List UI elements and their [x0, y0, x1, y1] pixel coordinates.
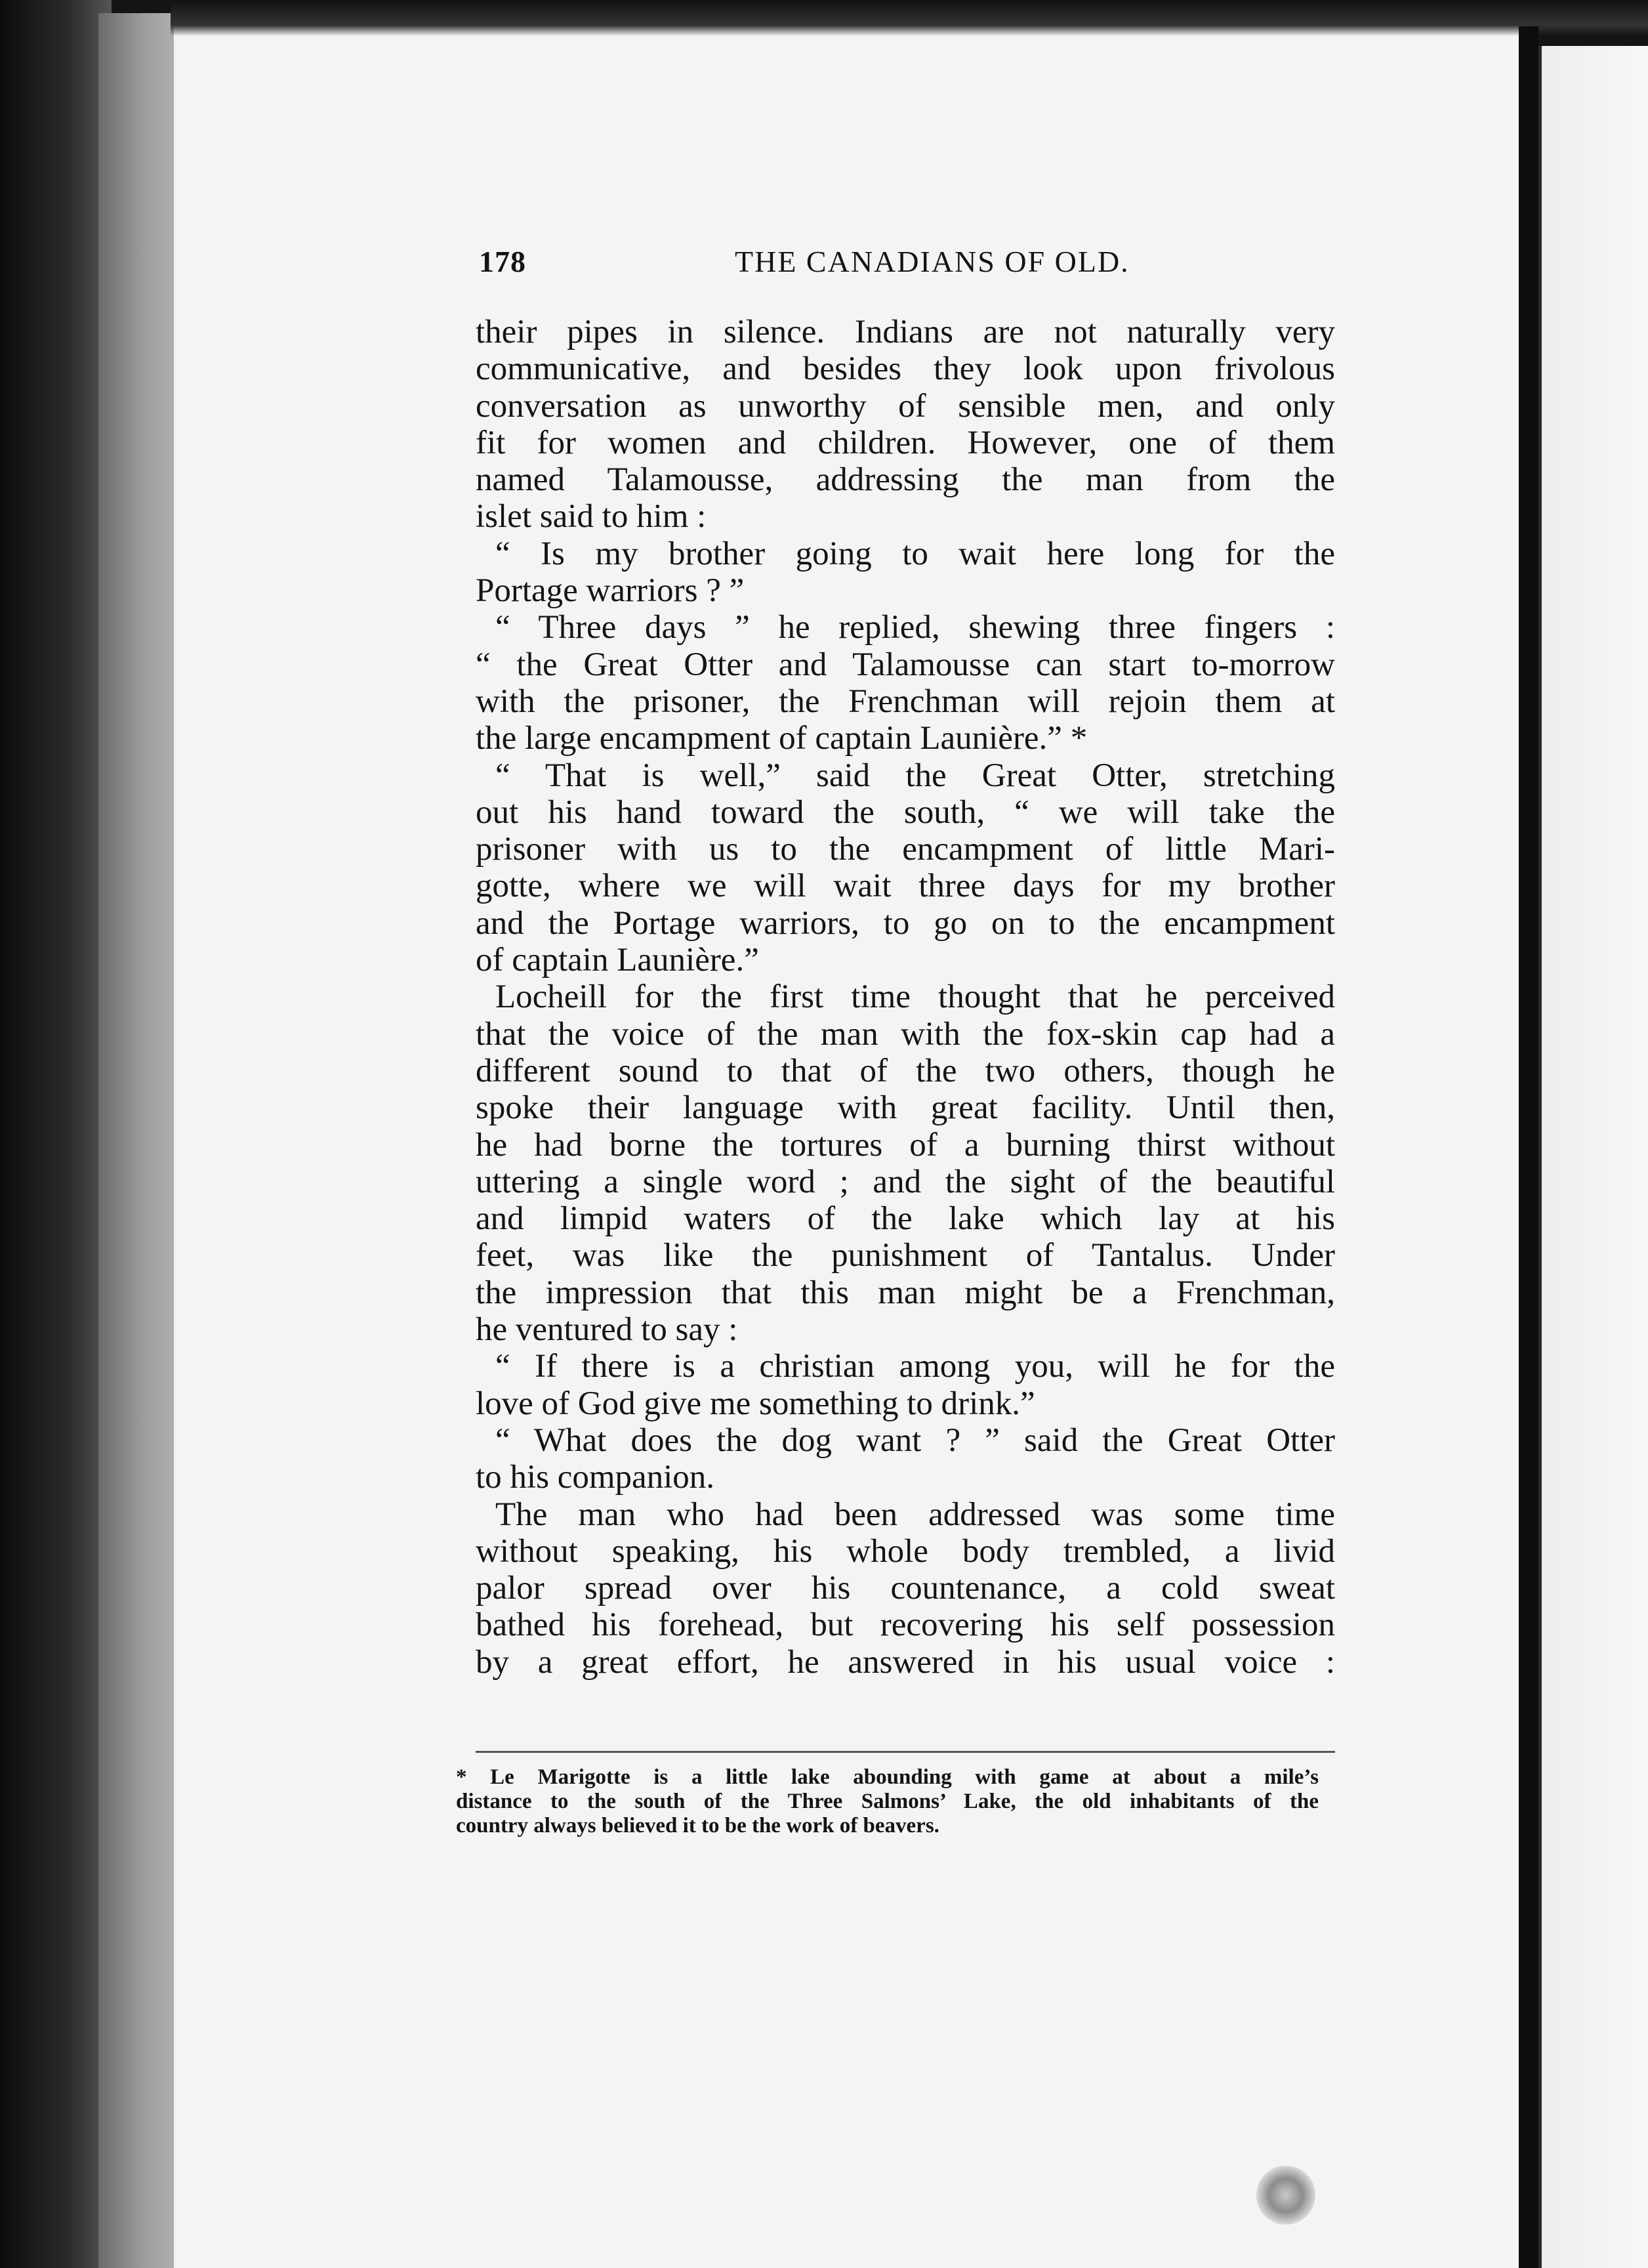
body-line: “ the Great Otter and Talamousse can start to-morrow: [476, 646, 1335, 683]
body-line: prisoner with us to the encampment of little Mari-: [476, 831, 1335, 868]
paper-smudge: [1256, 2166, 1315, 2225]
body-line: “ Three days ” he replied, shewing three fingers :: [495, 609, 1335, 646]
top-scan-shadow: [171, 0, 1648, 36]
body-line: and the Portage warriors, to go on to the encampment: [476, 904, 1335, 942]
body-line: that the voice of the man with the fox-skin cap had a: [476, 1015, 1335, 1053]
page-number: 178: [479, 245, 526, 278]
facing-page-edge: [1538, 46, 1648, 2268]
body-line: to his companion.: [476, 1459, 715, 1496]
body-line: spoke their language with great facility. Until then,: [476, 1089, 1335, 1127]
body-line: “ What does the dog want ? ” said the Great Otter: [495, 1421, 1335, 1459]
body-line: he ventured to say :: [476, 1311, 738, 1349]
body-line: palor spread over his countenance, a cold sweat: [476, 1570, 1335, 1607]
body-line: he had borne the tortures of a burning thirst without: [476, 1126, 1335, 1164]
body-line: of captain Launière.”: [476, 942, 759, 979]
body-line: the impression that this man might be a Frenchman,: [476, 1274, 1335, 1311]
footnote-rule: [476, 1751, 1335, 1753]
body-line: different sound to that of the two others, though he: [476, 1052, 1335, 1089]
body-line: Portage warriors ? ”: [476, 572, 745, 610]
body-text: [476, 314, 1335, 1681]
body-line: conversation as unworthy of sensible men, and only: [476, 387, 1335, 425]
body-line: “ If there is a christian among you, will he for the: [495, 1348, 1335, 1385]
body-line: fit for women and children. However, one of them: [476, 424, 1335, 461]
footnote-line: * Le Marigotte is a little lake abounding with game at about a mile’s: [456, 1765, 1319, 1789]
page-gutter: [1519, 26, 1538, 2268]
body-line: love of God give me something to drink.”: [476, 1385, 1035, 1422]
body-line: without speaking, his whole body trembled, a livid: [476, 1532, 1335, 1570]
running-head: [479, 244, 1332, 290]
page-header-title: THE CANADIANS OF OLD.: [735, 245, 1130, 278]
page-edge-strip: [98, 13, 184, 2268]
body-line: the large encampment of captain Launière.” *: [476, 720, 1088, 757]
body-line: uttering a single word ; and the sight of the beautiful: [476, 1163, 1335, 1200]
body-line: out his hand toward the south, “ we will take the: [476, 793, 1335, 831]
body-line: by a great effort, he answered in his usual voice :: [476, 1643, 1335, 1681]
body-line: gotte, where we will wait three days for my brother: [476, 868, 1335, 905]
body-line: “ That is well,” said the Great Otter, stretching: [495, 757, 1335, 794]
footnote-line: distance to the south of the Three Salmons’ Lake, the old inhabitants of the: [456, 1790, 1319, 1813]
body-line: The man who had been addressed was some time: [495, 1496, 1335, 1533]
body-line: communicative, and besides they look upon frivolous: [476, 350, 1335, 388]
footnote: [456, 1765, 1319, 1838]
body-line: “ Is my brother going to wait here long for the: [495, 535, 1335, 572]
body-line: islet said to him :: [476, 498, 707, 536]
footnote-line: country always believed it to be the work of beavers.: [456, 1814, 939, 1838]
body-line: with the prisoner, the Frenchman will rejoin them at: [476, 682, 1335, 720]
body-line: and limpid waters of the lake which lay at his: [476, 1200, 1335, 1238]
body-line: feet, was like the punishment of Tantalus. Under: [476, 1237, 1335, 1274]
facing-page-border: [1538, 46, 1542, 2268]
body-line: named Talamousse, addressing the man from the: [476, 461, 1335, 499]
body-line: bathed his forehead, but recovering his self possession: [476, 1606, 1335, 1644]
body-line: their pipes in silence. Indians are not naturally very: [476, 314, 1335, 350]
body-line: Locheill for the first time thought that he perceived: [495, 978, 1335, 1016]
binding-shadow: [0, 0, 112, 2268]
